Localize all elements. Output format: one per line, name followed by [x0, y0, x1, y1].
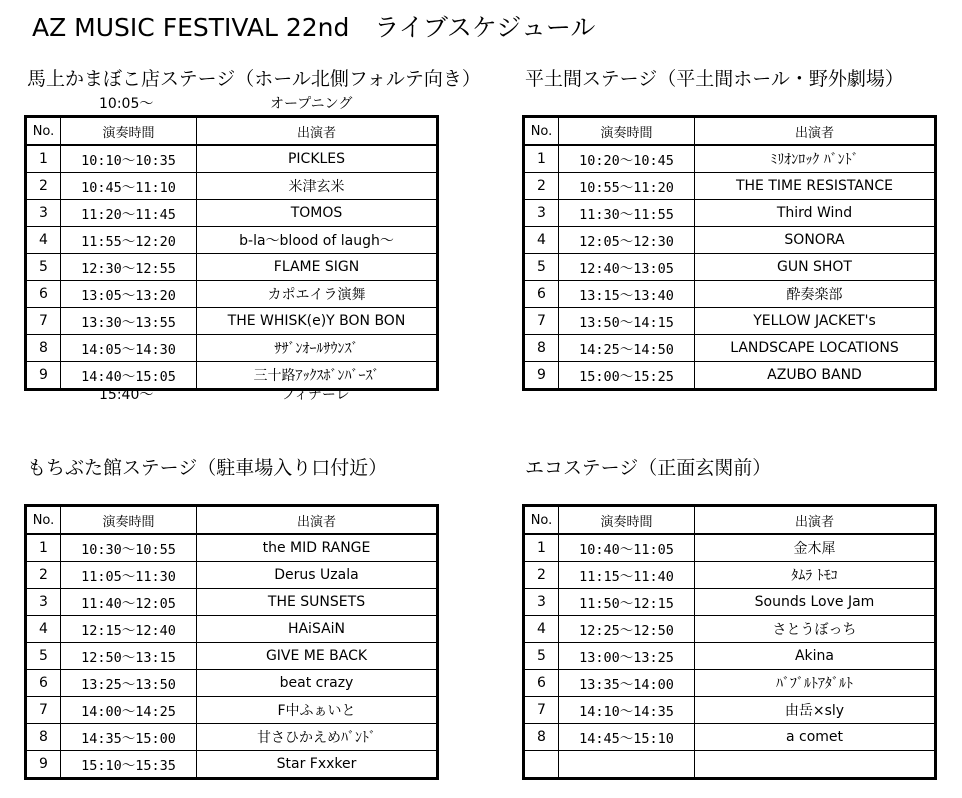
stage-mochibuta [24, 455, 436, 481]
row-number: 3 [26, 589, 61, 616]
table-header-row [524, 506, 936, 535]
table-row [524, 697, 936, 724]
stage-mochibuta-table-wrap [24, 504, 436, 780]
performer-name [695, 751, 936, 779]
table-row [26, 335, 438, 362]
performance-time: 11:50〜12:15 [559, 589, 695, 616]
stage-title: エコステージ（正面玄関前） [525, 457, 772, 479]
performance-time: 10:10〜10:35 [61, 145, 197, 173]
opening-time: 10:05〜 [99, 96, 154, 112]
table-row [524, 145, 936, 173]
performance-time: 14:00〜14:25 [61, 697, 197, 724]
row-number: 6 [26, 670, 61, 697]
table-row [524, 308, 936, 335]
row-number: 1 [524, 534, 559, 562]
table-row [524, 724, 936, 751]
performer-name: 由岳×sly [695, 697, 936, 724]
table-row [524, 589, 936, 616]
stage-title: もちぶた館ステージ（駐車場入り口付近） [27, 457, 388, 479]
row-number: 9 [26, 362, 61, 390]
table-row [524, 200, 936, 227]
performer-name: 三十路ｱｯｸｽﾎﾞﾝﾊﾞｰｽﾞ [197, 362, 438, 390]
row-number: 2 [26, 562, 61, 589]
table-row [26, 254, 438, 281]
performer-name: ﾐﾘｵﾝﾛｯｸ ﾊﾞﾝﾄﾞ [695, 145, 936, 173]
row-number: 5 [26, 643, 61, 670]
table-row [524, 254, 936, 281]
row-number: 3 [524, 200, 559, 227]
stage-eco [522, 455, 934, 481]
schedule-table [522, 115, 937, 391]
performer-name: Derus Uzala [197, 562, 438, 589]
row-number: 1 [26, 534, 61, 562]
table-header-row [26, 117, 438, 146]
performance-time: 14:10〜14:35 [559, 697, 695, 724]
performance-time: 13:35〜14:00 [559, 670, 695, 697]
performance-time: 10:55〜11:20 [559, 173, 695, 200]
row-number: 6 [524, 281, 559, 308]
row-number: 4 [26, 616, 61, 643]
col-header-no: No. [26, 506, 61, 535]
performer-name: GIVE ME BACK [197, 643, 438, 670]
performance-time: 12:25〜12:50 [559, 616, 695, 643]
performer-name: ﾀﾑﾗ ﾄﾓｺ [695, 562, 936, 589]
performance-time: 13:25〜13:50 [61, 670, 197, 697]
performance-time: 12:30〜12:55 [61, 254, 197, 281]
performance-time: 13:05〜13:20 [61, 281, 197, 308]
table-row [26, 697, 438, 724]
col-header-performer: 出演者 [197, 506, 438, 535]
table-row [524, 643, 936, 670]
col-header-time: 演奏時間 [559, 506, 695, 535]
col-header-performer: 出演者 [695, 117, 936, 146]
performer-name: Sounds Love Jam [695, 589, 936, 616]
performance-time: 12:05〜12:30 [559, 227, 695, 254]
performer-name: AZUBO BAND [695, 362, 936, 390]
performance-time: 14:05〜14:30 [61, 335, 197, 362]
performance-time: 11:40〜12:05 [61, 589, 197, 616]
row-number: 2 [524, 562, 559, 589]
table-row [524, 173, 936, 200]
table-row [524, 281, 936, 308]
stage-umagami [24, 66, 481, 92]
row-number: 7 [524, 308, 559, 335]
stage-hiradoma [522, 66, 934, 92]
row-number: 8 [524, 724, 559, 751]
performer-name: 酔奏楽部 [695, 281, 936, 308]
table-row [524, 227, 936, 254]
table-row [26, 589, 438, 616]
finale-time: 15:40〜 [99, 387, 154, 403]
table-row [26, 751, 438, 779]
performance-time: 14:45〜15:10 [559, 724, 695, 751]
performer-name: SONORA [695, 227, 936, 254]
stage-title: 馬上かまぼこ店ステージ（ホール北側フォルテ向き） [27, 68, 481, 90]
performer-name: YELLOW JACKET's [695, 308, 936, 335]
col-header-no: No. [26, 117, 61, 146]
schedule-table [522, 504, 937, 780]
row-number: 9 [26, 751, 61, 779]
row-number: 4 [524, 227, 559, 254]
performance-time: 11:20〜11:45 [61, 200, 197, 227]
table-row [26, 670, 438, 697]
performer-name: カポエイラ演舞 [197, 281, 438, 308]
table-row [26, 173, 438, 200]
performance-time: 10:20〜10:45 [559, 145, 695, 173]
col-header-no: No. [524, 117, 559, 146]
schedule-table [24, 115, 439, 391]
performance-time: 12:50〜13:15 [61, 643, 197, 670]
table-row [26, 281, 438, 308]
table-row [524, 335, 936, 362]
page-title: AZ MUSIC FESTIVAL 22nd ライブスケジュール [32, 13, 596, 42]
performer-name: GUN SHOT [695, 254, 936, 281]
row-number: 8 [26, 724, 61, 751]
row-number [524, 751, 559, 779]
row-number: 5 [26, 254, 61, 281]
performer-name: TOMOS [197, 200, 438, 227]
col-header-time: 演奏時間 [559, 117, 695, 146]
row-number: 8 [26, 335, 61, 362]
row-number: 2 [524, 173, 559, 200]
performance-time: 13:30〜13:55 [61, 308, 197, 335]
performance-time: 15:10〜15:35 [61, 751, 197, 779]
row-number: 4 [26, 227, 61, 254]
row-number: 5 [524, 254, 559, 281]
table-row [26, 562, 438, 589]
row-number: 1 [26, 145, 61, 173]
performance-time: 13:50〜14:15 [559, 308, 695, 335]
performance-time: 14:35〜15:00 [61, 724, 197, 751]
table-row [26, 724, 438, 751]
performer-name: THE WHISK(e)Y BON BON [197, 308, 438, 335]
performer-name: PICKLES [197, 145, 438, 173]
stage-hiradoma-table-wrap [522, 115, 934, 391]
table-row [524, 670, 936, 697]
table-row [26, 308, 438, 335]
table-row [524, 751, 936, 779]
performance-time [559, 751, 695, 779]
row-number: 3 [26, 200, 61, 227]
performance-time: 14:25〜14:50 [559, 335, 695, 362]
row-number: 7 [524, 697, 559, 724]
row-number: 5 [524, 643, 559, 670]
table-row [524, 362, 936, 390]
row-number: 6 [524, 670, 559, 697]
table-row [524, 562, 936, 589]
table-row [26, 534, 438, 562]
performer-name: Akina [695, 643, 936, 670]
col-header-no: No. [524, 506, 559, 535]
performer-name: THE SUNSETS [197, 589, 438, 616]
performer-name: THE TIME RESISTANCE [695, 173, 936, 200]
performance-time: 13:15〜13:40 [559, 281, 695, 308]
performer-name: HAiSAiN [197, 616, 438, 643]
finale-label: フィナーレ [281, 387, 350, 403]
col-header-time: 演奏時間 [61, 117, 197, 146]
performance-time: 10:30〜10:55 [61, 534, 197, 562]
row-number: 3 [524, 589, 559, 616]
performer-name: beat crazy [197, 670, 438, 697]
opening-label: オープニング [270, 96, 353, 112]
row-number: 2 [26, 173, 61, 200]
table-row [26, 362, 438, 390]
stage-eco-table-wrap [522, 504, 934, 780]
performer-name: 甘さひかえめﾊﾞﾝﾄﾞ [197, 724, 438, 751]
performance-time: 10:45〜11:10 [61, 173, 197, 200]
performer-name: ｻｻﾞﾝｵｰﾙｻｳﾝｽﾞ [197, 335, 438, 362]
performer-name: 米津玄米 [197, 173, 438, 200]
performer-name: a comet [695, 724, 936, 751]
table-row [524, 616, 936, 643]
row-number: 7 [26, 697, 61, 724]
performance-time: 11:15〜11:40 [559, 562, 695, 589]
performance-time: 14:40〜15:05 [61, 362, 197, 390]
table-header-row [26, 506, 438, 535]
performer-name: ﾊﾞﾌﾞﾙﾄｱﾀﾞﾙﾄ [695, 670, 936, 697]
col-header-performer: 出演者 [695, 506, 936, 535]
performer-name: さとうぼっち [695, 616, 936, 643]
row-number: 4 [524, 616, 559, 643]
performer-name: the MID RANGE [197, 534, 438, 562]
performance-time: 15:00〜15:25 [559, 362, 695, 390]
performance-time: 11:55〜12:20 [61, 227, 197, 254]
performance-time: 13:00〜13:25 [559, 643, 695, 670]
performer-name: F中ふぁいと [197, 697, 438, 724]
table-row [26, 227, 438, 254]
performance-time: 11:30〜11:55 [559, 200, 695, 227]
performer-name: Star Fxxker [197, 751, 438, 779]
table-row [26, 616, 438, 643]
row-number: 6 [26, 281, 61, 308]
table-row [26, 200, 438, 227]
table-row [26, 145, 438, 173]
row-number: 9 [524, 362, 559, 390]
performer-name: 金木犀 [695, 534, 936, 562]
performer-name: Third Wind [695, 200, 936, 227]
schedule-table [24, 504, 439, 780]
table-row [524, 534, 936, 562]
col-header-time: 演奏時間 [61, 506, 197, 535]
performance-time: 12:40〜13:05 [559, 254, 695, 281]
performer-name: LANDSCAPE LOCATIONS [695, 335, 936, 362]
stage-umagami-table-wrap [24, 115, 436, 391]
performance-time: 10:40〜11:05 [559, 534, 695, 562]
stage-title: 平土間ステージ（平土間ホール・野外劇場） [525, 68, 904, 90]
table-row [26, 643, 438, 670]
row-number: 7 [26, 308, 61, 335]
col-header-performer: 出演者 [197, 117, 438, 146]
performer-name: FLAME SIGN [197, 254, 438, 281]
performance-time: 11:05〜11:30 [61, 562, 197, 589]
performer-name: b-la〜blood of laugh〜 [197, 227, 438, 254]
row-number: 1 [524, 145, 559, 173]
table-header-row [524, 117, 936, 146]
performance-time: 12:15〜12:40 [61, 616, 197, 643]
row-number: 8 [524, 335, 559, 362]
